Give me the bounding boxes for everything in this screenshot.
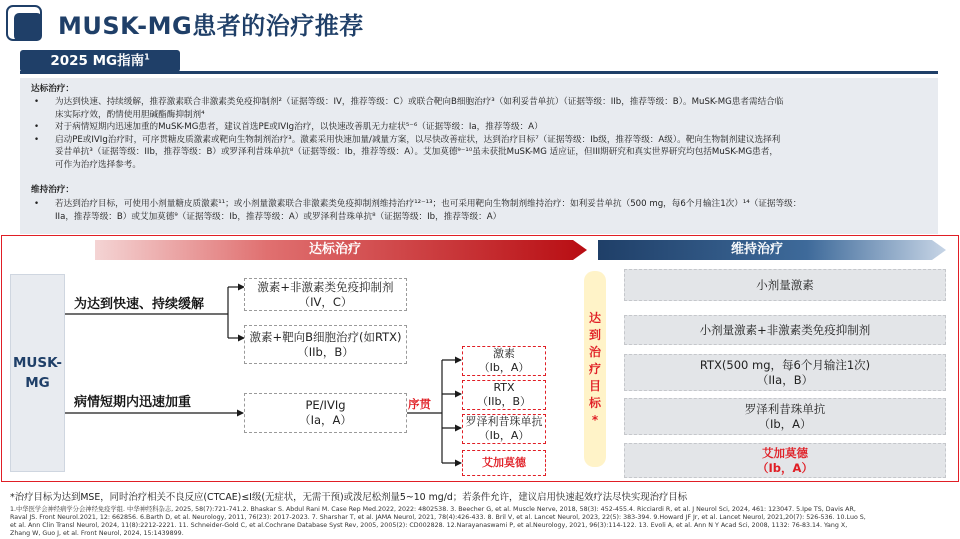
reference-line: Zhang W, Guo J, et al. Front Neurol, 2024, 15:1439899. [10, 530, 184, 537]
option-pe-ivig [244, 393, 407, 433]
goal-char: 标 [588, 395, 601, 410]
row1-label: 为达到快速、持续缓解 [74, 297, 205, 312]
patient-group-box [10, 274, 65, 472]
goal-char: 达 [588, 310, 601, 325]
goal-footnote: *治疗目标为达到MSE，同时治疗相关不良反应(CTCAE)≤I级(无症状，无需干预)或泼尼松剂量5~10 mg/d；若条件允许，建议启用快速起效疗法尽快实现治疗目标 [10, 492, 688, 503]
seq-option-name: RTX [493, 381, 515, 394]
seq-option-name: 激素 [493, 347, 515, 360]
sequential-label: 序贯 [408, 397, 431, 411]
maint-option-steroid-plus-isd [624, 315, 946, 345]
maint-option-name: 小剂量激素 [756, 277, 814, 292]
option-steroid-plus-bcell [244, 325, 407, 364]
seq-option-rtx [462, 380, 546, 410]
seq-option-grade: （Ib，A） [478, 361, 530, 374]
row2-label: 病情短期内迅速加重 [74, 395, 192, 410]
option-steroid-plus-bcell-grade: （IIb，B） [297, 344, 354, 359]
maint-option-name: 艾加莫德 [762, 445, 808, 460]
maint-option-name: 罗泽利昔珠单抗 [744, 401, 826, 416]
induction-item-1-line-2: 床实际疗效，酌情使用胆碱酯酶抑制剂⁴ [55, 109, 205, 120]
seq-option-name: 艾加莫德 [482, 456, 526, 469]
induction-item-2: 对于病情短期内迅速加重的MuSK-MG患者，建议首选PE或IVIg治疗，以快速改善肌无力症状⁵⁻⁶（证据等级：Ia，推荐等级：A） [55, 122, 543, 133]
induction-item-3-line-3: 可作为治疗选择参考。 [55, 160, 141, 170]
maintenance-heading: 维持治疗： [31, 185, 74, 195]
maint-option-grade: （Ib，A） [758, 416, 812, 431]
induction-band-label: 达标治疗 [308, 242, 361, 257]
seq-option-name: 罗泽利昔珠单抗 [465, 415, 543, 428]
bullet-dot: • [34, 122, 40, 133]
induction-item-1-line-1: 为达到快速、持续缓解，推荐激素联合非激素类免疫抑制剂²（证据等级：IV，推荐等级：C）或联合靶向B细胞治疗³（如利妥昔单抗）（证据等级：IIb，推荐等级：B）。MuSK-MG患者需结合临 [55, 97, 784, 107]
maint-option-rozanolixizumab [624, 398, 946, 435]
guide-sup: 1 [144, 52, 150, 62]
maintenance-item-1-line-1: 若达到治疗目标，可使用小剂量糖皮质激素¹¹；或小剂量激素联合非激素类免疫抑制剂维持治疗¹²⁻¹³；也可采用靶向生物制剂维持治疗：如利妥昔单抗（500 mg，每6个月输注1次）¹⁴（证据等级： [55, 199, 802, 209]
reference-line: 1.中华医学会神经病学分会神经免疫学组. 中华神经科杂志, 2025, 58(7):721-741.2. Bhaskar S. Abdul Rani M. Case Rep Med.2022, 2022: 4802538. 3. Beecher G, et al. Muscle Nerve, 2018, 58(3): 452-455.4. Ricciardi R, et al. J Neurol Sci, 2024, 461: 123047. 5.Ipe TS, Davis AR, [10, 506, 856, 513]
guide-label: 2025 MG指南 [50, 53, 145, 69]
treatment-goal-box [584, 271, 606, 467]
goal-asterisk: * [591, 412, 599, 427]
option-steroid-plus-isd-name: 激素+非激素类免疫抑制剂 [257, 279, 394, 294]
maint-option-efgartigimod [624, 443, 946, 478]
induction-item-3-line-1: 启动PE或IVIg治疗时，可序贯糖皮质激素或靶向生物制剂治疗³。激素采用快速加量/减量方案，以尽快改善症状，达到治疗目标⁷（证据等级：Ib级，推荐等级：A级）。靶向生物制剂建议选择利 [55, 134, 781, 145]
maintenance-band-label: 维持治疗 [730, 242, 783, 257]
goal-char: 目 [588, 378, 601, 393]
reference-line: et al. Ann Clin Transl Neurol, 2024, 11(8):2212-2221. 11. Schneider-Gold C, et al.Cochrane Database Syst Rev, 2005, 2005(2): CD002828. 12.Narayanaswami P, et al.Neurology, 2021, 96(3):114-122. 13. Evoli A, et al. Ann N Y Acad Sci, 2008, 1132: 76-83.14. Yang X, [10, 522, 848, 529]
option-steroid-plus-isd [244, 278, 407, 311]
option-pe-ivig-name: PE/IVIg [305, 398, 346, 412]
option-steroid-plus-isd-grade: （IV，C） [298, 294, 353, 309]
seq-option-grade: （Ib，A） [478, 429, 530, 442]
maint-option-name: 小剂量激素+非激素类免疫抑制剂 [699, 322, 871, 337]
page-title: MUSK-MG患者的治疗推荐 [58, 12, 364, 40]
maint-option-rtx [624, 354, 946, 391]
induction-item-3-line-2: 妥昔单抗³（证据等级：IIb，推荐等级：B）或罗泽利昔珠单抗⁸（证据等级：Ib，推荐等级：A）。艾加莫德⁹⁻¹⁰虽未获批MuSK-MG 适应证，但III期研究和真实世界研究均包括MuSK-MG患者， [55, 147, 778, 158]
induction-heading: 达标治疗： [31, 84, 74, 94]
bullet-dot: • [34, 97, 40, 107]
bullet-dot: • [34, 199, 40, 209]
seq-option-steroid [462, 346, 546, 376]
seq-option-rozanolixizumab [462, 414, 546, 444]
maint-option-grade: （Ib，A） [757, 460, 813, 475]
option-steroid-plus-bcell-name: 激素+靶向B细胞治疗(如RTX) [249, 329, 402, 344]
maintenance-item-1-line-2: IIa，推荐等级：B）或艾加莫德⁹（证据等级：Ib，推荐等级：A）或罗泽利昔珠单抗⁸（证据等级：Ib，推荐等级：A） [55, 212, 502, 222]
patient-line-1: MUSK- [12, 355, 62, 371]
option-pe-ivig-grade: （Ia，A） [299, 413, 352, 427]
goal-char: 治 [588, 344, 601, 359]
patient-line-2: MG [25, 375, 50, 391]
seq-option-efgartigimod [462, 450, 546, 476]
seq-option-grade: （IIb，B） [476, 395, 532, 408]
goal-char: 到 [588, 327, 601, 342]
bullet-dot: • [34, 134, 40, 145]
goal-char: 疗 [588, 361, 601, 376]
maint-option-name: RTX(500 mg，每6个月输注1次) [699, 357, 871, 372]
maint-option-grade: （IIa，B） [756, 372, 814, 387]
reference-line: Raval JS. Front Neurol.2021, 12: 662856. 6.Barth D, et al. Neurology, 2011, 76(23): 2017-2023. 7. Sharshar T, et al. JAMA Neurol, 2021, 78(4):426-433. 8. Bril V, et al. Lancet Neurol, 2023, 22(5): 383-394. 9.Howard JF Jr, et al. Lancet Neurol, 2021,20(7): 526-536. 10.Luo S, [10, 514, 866, 521]
maint-option-low-dose-steroid [624, 269, 946, 301]
